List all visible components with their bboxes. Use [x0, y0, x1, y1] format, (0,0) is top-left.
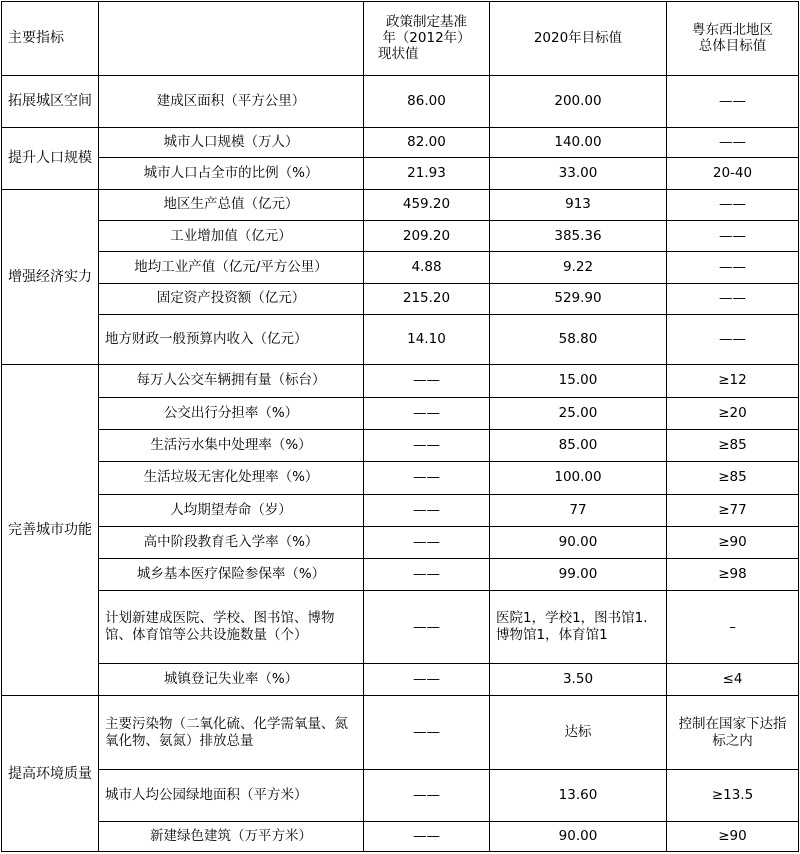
header-blank: [99, 2, 364, 76]
table-row: [2, 158, 799, 189]
indicator-name: 生活垃圾无害化处理率（%）: [99, 462, 364, 494]
target-value: 200.00: [490, 75, 667, 127]
indicator-name: 固定资产投资额（亿元）: [99, 283, 364, 314]
table-row: [2, 526, 799, 558]
baseline-value: 209.20: [364, 221, 490, 252]
target-value: 15.00: [490, 365, 667, 397]
indicator-name: 城市人均公园绿地面积（平方米）: [99, 770, 364, 821]
target-value: 3.50: [490, 664, 667, 696]
target-value: 77: [490, 494, 667, 526]
region-value: 控制在国家下达指标之内: [667, 696, 799, 770]
table-row: [2, 462, 799, 494]
header-region: [667, 2, 799, 76]
baseline-value: ——: [364, 397, 490, 429]
baseline-value: 86.00: [364, 75, 490, 127]
indicator-name: 城镇登记失业率（%）: [99, 664, 364, 696]
region-value: ≥85: [667, 429, 799, 461]
target-value: 99.00: [490, 559, 667, 591]
baseline-value: 14.10: [364, 314, 490, 364]
target-value: 100.00: [490, 462, 667, 494]
header-row: [2, 2, 799, 76]
indicator-name: 建成区面积（平方公里）: [99, 75, 364, 127]
region-value: ——: [667, 252, 799, 283]
category-environment: 提高环境质量: [2, 696, 99, 852]
header-indicator: 主要指标: [2, 2, 99, 76]
header-baseline-line2: 年（2012年）: [382, 30, 471, 47]
region-value: ≥90: [667, 821, 799, 851]
table-row: [2, 314, 799, 364]
target-value: 医院1，学校1，图书馆1.博物馆1，体育馆1: [490, 591, 667, 664]
table-row: [2, 283, 799, 314]
indicator-name: 公交出行分担率（%）: [99, 397, 364, 429]
table-row: [2, 128, 799, 158]
baseline-value: 4.88: [364, 252, 490, 283]
region-value: ——: [667, 314, 799, 364]
indicator-name: 城市人口占全市的比例（%）: [99, 158, 364, 189]
region-value: ——: [667, 221, 799, 252]
indicator-name: 地方财政一般预算内收入（亿元）: [99, 314, 364, 364]
target-value: 90.00: [490, 526, 667, 558]
indicator-name: 城市人口规模（万人）: [99, 128, 364, 158]
indicator-name: 计划新建成医院、学校、图书馆、博物馆、体育馆等公共设施数量（个）: [99, 591, 364, 664]
table-row: [2, 591, 799, 664]
category-population: 提升人口规模: [2, 128, 99, 190]
region-value: ≥77: [667, 494, 799, 526]
indicator-name: 人均期望寿命（岁）: [99, 494, 364, 526]
table-row: [2, 696, 799, 770]
target-value: 13.60: [490, 770, 667, 821]
category-economy: 增强经济实力: [2, 189, 99, 365]
region-value: ——: [667, 128, 799, 158]
table-row: [2, 429, 799, 461]
baseline-value: ——: [364, 429, 490, 461]
target-value: 33.00: [490, 158, 667, 189]
table-row: [2, 770, 799, 821]
category-functions: 完善城市功能: [2, 365, 99, 696]
baseline-value: ——: [364, 696, 490, 770]
table-row: [2, 821, 799, 851]
target-value: 529.90: [490, 283, 667, 314]
baseline-value: ——: [364, 462, 490, 494]
table-row: [2, 75, 799, 127]
region-value: –: [667, 591, 799, 664]
baseline-value: 215.20: [364, 283, 490, 314]
baseline-value: 459.20: [364, 189, 490, 220]
indicator-name: 高中阶段教育毛入学率（%）: [99, 526, 364, 558]
region-value: ≥85: [667, 462, 799, 494]
region-value: ——: [667, 75, 799, 127]
header-baseline-line3: 现状值: [378, 46, 419, 63]
baseline-value: ——: [364, 526, 490, 558]
baseline-value: 82.00: [364, 128, 490, 158]
target-value: 913: [490, 189, 667, 220]
table-row: [2, 252, 799, 283]
header-baseline-line1: 政策制定基准: [386, 14, 467, 31]
region-value: ≥98: [667, 559, 799, 591]
table-row: [2, 365, 799, 397]
table-row: [2, 189, 799, 220]
target-value: 25.00: [490, 397, 667, 429]
region-value: ——: [667, 189, 799, 220]
baseline-value: ——: [364, 664, 490, 696]
table-row: [2, 494, 799, 526]
baseline-value: ——: [364, 559, 490, 591]
target-value: 达标: [490, 696, 667, 770]
indicator-name: 地区生产总值（亿元）: [99, 189, 364, 220]
baseline-value: ——: [364, 591, 490, 664]
baseline-value: 21.93: [364, 158, 490, 189]
header-region-line2: 总体目标值: [698, 38, 767, 55]
baseline-value: ——: [364, 821, 490, 851]
header-region-line1: 粤东西北地区: [692, 22, 773, 39]
indicator-name: 城乡基本医疗保险参保率（%）: [99, 559, 364, 591]
indicator-name: 生活污水集中处理率（%）: [99, 429, 364, 461]
region-value: ——: [667, 283, 799, 314]
target-value: 58.80: [490, 314, 667, 364]
table-row: [2, 397, 799, 429]
header-baseline: [364, 2, 490, 76]
target-value: 9.22: [490, 252, 667, 283]
region-value: ≥20: [667, 397, 799, 429]
indicator-name: 地均工业产值（亿元/平方公里）: [99, 252, 364, 283]
region-value: ≥13.5: [667, 770, 799, 821]
indicator-name: 每万人公交车辆拥有量（标台）: [99, 365, 364, 397]
baseline-value: ——: [364, 365, 490, 397]
region-value: ≥90: [667, 526, 799, 558]
target-value: 140.00: [490, 128, 667, 158]
indicators-table: [1, 1, 799, 852]
target-value: 90.00: [490, 821, 667, 851]
indicator-name: 主要污染物（二氧化硫、化学需氧量、氮氧化物、氨氮）排放总量: [99, 696, 364, 770]
table-row: [2, 664, 799, 696]
target-value: 85.00: [490, 429, 667, 461]
indicator-name: 新建绿色建筑（万平方米）: [99, 821, 364, 851]
region-value: ≤4: [667, 664, 799, 696]
table-row: [2, 559, 799, 591]
baseline-value: ——: [364, 494, 490, 526]
table-row: [2, 221, 799, 252]
header-target: 2020年目标值: [490, 2, 667, 76]
region-value: 20-40: [667, 158, 799, 189]
region-value: ≥12: [667, 365, 799, 397]
baseline-value: ——: [364, 770, 490, 821]
indicator-name: 工业增加值（亿元）: [99, 221, 364, 252]
category-urban-space: 拓展城区空间: [2, 75, 99, 127]
target-value: 385.36: [490, 221, 667, 252]
